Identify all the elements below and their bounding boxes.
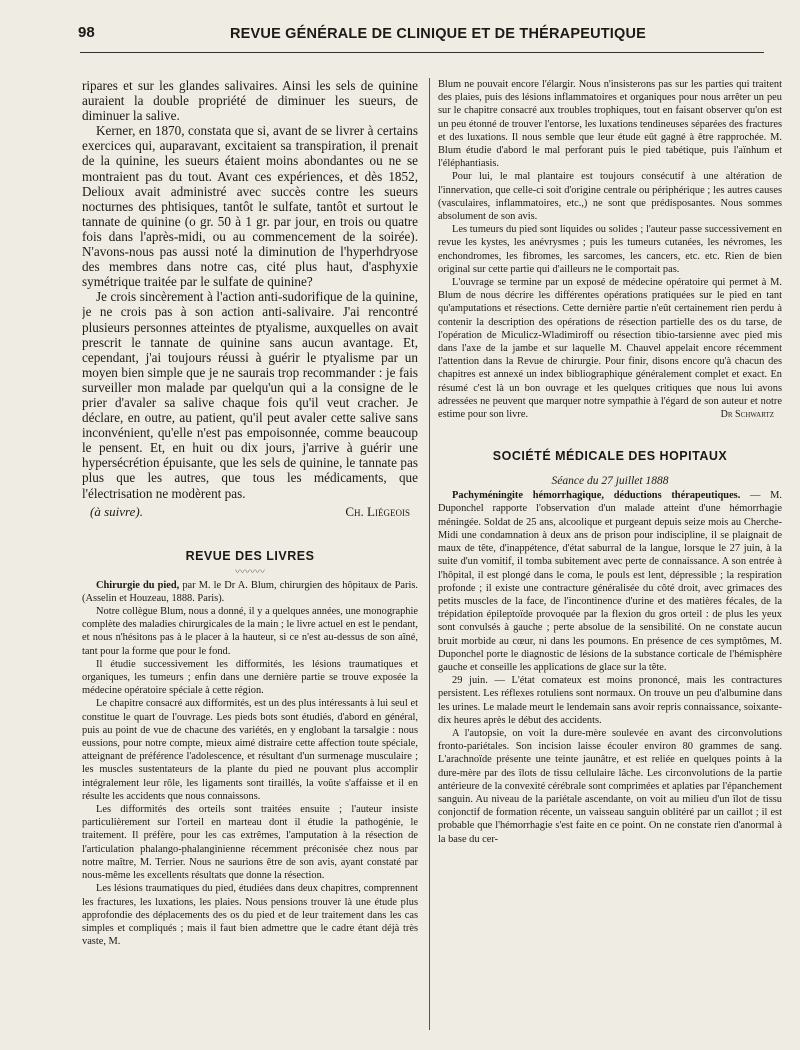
review-title: Chirurgie du pied, (96, 579, 180, 591)
review-paragraph: Notre collègue Blum, nous a donné, il y a quelques années, une monographie complète des maladies chirurgicales de la main ; le livre actuel en est le pendant, et nous n'hésitons pas à le placer à la hauteur, si ce n'est au-dessus de son aîné, tant pour la forme que pour le fond. (82, 606, 418, 657)
section-heading: REVUE DES LIVRES (185, 548, 315, 563)
review-paragraph: Les difformités des orteils sont traitées ensuite ; l'auteur insiste particulièrement sur l'orteil en marteau dont il étudie la pathogénie, le traitement. Il préfère, pour les cas extrêmes, l'amputation à la résection de l'articulation phalango-phalanginienne récemment préconisée chez nous par notre maître, M. Terrier. Nous ne saurions être de son avis, ayant constaté par nous-même les excellents résultats que donne la résection. (82, 804, 418, 882)
column-divider (429, 78, 430, 1030)
review-paragraph: Blum ne pouvait encore l'élargir. Nous n'insisterons pas sur les parties qui traitent des plaies, puis des lésions inflammatoires et organiques pour nous arrêter un peu sur le chapitre consacré aux troubles trophiques, tout en faisant observer qu'on est un peu étonné de trouver l'entorse, les luxations tendineuses séparées des fractures et des luxations. Il nous semble que leur étude eût gagné à être rapprochée. M. Blum étudie d'abord le mal perforant puis le pied tabétique, puis l'aïnhum et l'éléphantiasis. (438, 79, 782, 170)
review-citation (82, 579, 418, 605)
review-paragraph: Il étudie successivement les difformités, les lésions traumatiques et organiques, les tumeurs ; enfin dans une dernière partie se trouve exposée la médecine opératoire spéciale à cette région. (82, 658, 418, 697)
reviewer-signature: Dr Schwartz (720, 409, 774, 421)
article-signature (82, 504, 418, 521)
right-column (438, 78, 782, 1038)
review-paragraph: Le chapitre consacré aux difformités, est un des plus intéressants à lui seul et constitue le quart de l'ouvrage. Les pieds bots sont étudiés, d'abord en général, puis au point de vue de chacune des variétés, en y englobant la tarsalgie : nous eussions, pour notre compte, mieux aimé distraire cette affection toute spéciale, atteignant de préférence l'adolescence, et résultant d'un surmenage musculaire ; les muscles sustentateurs de la plante du pied ne pouvant plus accomplir intégralement leur rôle, les ligaments sont tiraillés, la voûte s'affaisse et il en résulte les accidents que nous connaissons. (82, 698, 418, 802)
left-column (82, 78, 418, 1038)
section-heading: SOCIÉTÉ MÉDICALE DES HOPITAUX (492, 449, 728, 464)
session-date: Séance du 27 juillet 1888 (551, 475, 669, 488)
case-paragraph: 29 juin. — L'état comateux est moins prononcé, mais les contractures persistent. Les réflexes rotuliens sont normaux. On trouve un peu d'albumine dans les urines. Le malade meurt le lendemain sans avoir repris connaissance, soixante-dix heures après le début des accidents. (438, 675, 782, 726)
review-paragraph: L'ouvrage se termine par un exposé de médecine opératoire qui permet à M. Blum de nous décrire les différentes opérations pratiquées sur le pied en tant qu'amputations et résections. Cette dernière partie n'eût certainement rien perdu à contenir la description des opérations de résection partielle des os du tarse, de l'opération de Miculicz-Wladimiroff ou résection tibio-tarsienne avec pied mis dans l'axe de la jambe et sur laquelle M. Chauvel appelait encore récemment l'attention dans la Revue de chirurgie. Pour finir, disons encore qu'à chacun des chapitres est annexé un index bibliographique généralement complet et exact. En résumé c'est là un bon ouvrage et les quelques critiques que nous lui avons adressées ne peuvent que marquer notre sympathie à l'égard de son auteur et notre estime pour son livre. (438, 277, 782, 421)
case-intro: — M. Duponchel rapporte l'observation d'un malade atteint d'une hémorrhagie méningée. Soldat de 25 ans, alcoolique et purgeant depuis seize mois au Cherche-Midi une condamnation à deux ans de prison pour indiscipline, il se plaignait de maux de tête, d'inappétence, d'état saburral de la langue, lorsque le 27 juin, à la suite d'un vomitif, il tomba subitement avec perte de connaissance. A son entrée à l'hôpital, il est plongé dans le coma, le pouls est lent, dépressible ; la respiration profonde ; il existe une contracture généralisée du côté droit, avec grimaces des petits muscles de la face, de l'incontinence d'urine et des matières fécales, de la trépidation épileptoïde provoquée par la flexion du gros orteil : de plus les yeux sont convulsés à gauche ; perte absolue de la sensibilité. On ne constate aucun bruit morbide au cœur, ni dans les poumons. En présence de ces symptômes, M. Duponchel porte le diagnostic de lésions de la substance corticale de l'hémisphère gauche et conseille les applications de glace sur la tête. (438, 490, 782, 673)
header-rule (80, 52, 764, 53)
article-paragraph: Kerner, en 1870, constata que si, avant de se livrer à certains exercices qui, auparavant, excitaient sa transpiration, il prenait de la quinine, les sueurs étaient moins abondantes ou ne se montraient pas du tout. Avant ces expériences, et dès 1852, Delioux avait administré avec succès contre les sueurs nocturnes des phtisiques, tantôt le sulfate, tantôt et surtout le tannate de quinine (o gr. 50 à 1 gr. par jour, en trois ou quatre fois dans l'après-midi, ou au commencement de la soirée). N'avons-nous pas aussi noté la diminution de l'hyperhdryose des membres dans notre cas, cité plus haut, d'asphyxie symétrique traitée par le sulfate de quinine? (82, 123, 418, 290)
case-report (438, 489, 782, 674)
case-title: Pachyméningite hémorrhagique, déductions thérapeutiques. (452, 490, 741, 502)
page-header (60, 24, 760, 48)
article-paragraph: ripares et sur les glandes salivaires. Ainsi les sels de quinine auraient la double propriété de diminuer les sueurs, de diminuer la salive. (82, 78, 418, 124)
case-paragraph: A l'autopsie, on voit la dure-mère soulevée en avant des circonvolutions fronto-pariétales. Son incision laisse écouler environ 80 grammes de sang. L'arachnoïde présente une teinte jaunâtre, et est reliée en quelques points à la dure-mère par des îlots de tissu cellulaire lâche. Les circonvolutions de la partie antérieure de la convexité cérébrale sont comprimées et aplaties par l'épanchement sanguin. Au niveau de la pariétale ascendante, on voit au milieu d'un îlot de tissu conjonctif de formation récente, un vaisseau sanguin oblitéré par un caillot ; il est probable que l'hémorrhagie s'est faite en ce point. On ne constate rien d'anormal à la base du cer- (438, 727, 782, 845)
review-intro: par M. le Dr A. Blum, chirurgien des hôpitaux de Paris. (Asselin et Houzeau, 1888. Paris). (82, 579, 418, 604)
review-paragraph: Les tumeurs du pied sont liquides ou solides ; l'auteur passe successivement en revue les kystes, les anévrysmes ; puis les tumeurs cutanées, les névromes, les enchondromes, les fibromes, les sarcomes, les cancers, etc. etc. Rien de bien original sur cette partie qui d'ailleurs ne le comportait pas. (438, 224, 782, 275)
ornament-squiggle: 〰〰〰 (235, 566, 265, 578)
page-number: 98 (78, 24, 95, 41)
running-title: REVUE GÉNÉRALE DE CLINIQUE ET DE THÉRAPEUTIQUE (230, 26, 647, 42)
author-name: Ch. Liégeois (345, 503, 410, 519)
to-be-continued: (à suivre). (90, 503, 143, 519)
article-paragraph: Je crois sincèrement à l'action anti-sudorifique de la quinine, je ne crois pas à son action anti-salivaire. J'ai rencontré plusieurs personnes atteintes de ptyalisme, auxquelles on avait prescrit le tannate de quinine sans aucun avantage. Et, cependant, j'ai toujours réussi à guérir le ptyalisme par un moyen bien simple que je ne saurais trop recommander : je fais surveiller mon malade par quelqu'un qui a la consigne de le prier d'avaler sa salive chaque fois qu'il veut cracher. Je déclare, en outre, au patient, qu'il peut avaler cette salive sans inconvénient, qu'elle n'est pas empoisonnée, comme beaucoup le pensent. Et, en huit ou dix jours, j'arrive à guérir une hypersécrétion épuisante, que les sels de quinine, le tannate pas plus que les autres, que tous les médicaments, que l'électrisation ne modèrent pas. (82, 289, 418, 501)
review-paragraph: Les lésions traumatiques du pied, étudiées dans deux chapitres, comprennent les fractures, les luxations, les plaies. Nous pensions trouver là une étude plus approfondie des déplacements des os du pied et de leur traitement dans les cas simples et compliqués ; mais il faut bien admettre que le cadre étant déjà très vaste, M. (82, 883, 418, 948)
review-paragraph: Pour lui, le mal plantaire est toujours consécutif à une altération de l'innervation, que celle-ci soit d'origine centrale ou périphérique ; les autres causes (vasculaires, inflammatoires, etc.,) ne sont que prédisposantes. Nous sommes absolument de son avis. (438, 171, 782, 223)
